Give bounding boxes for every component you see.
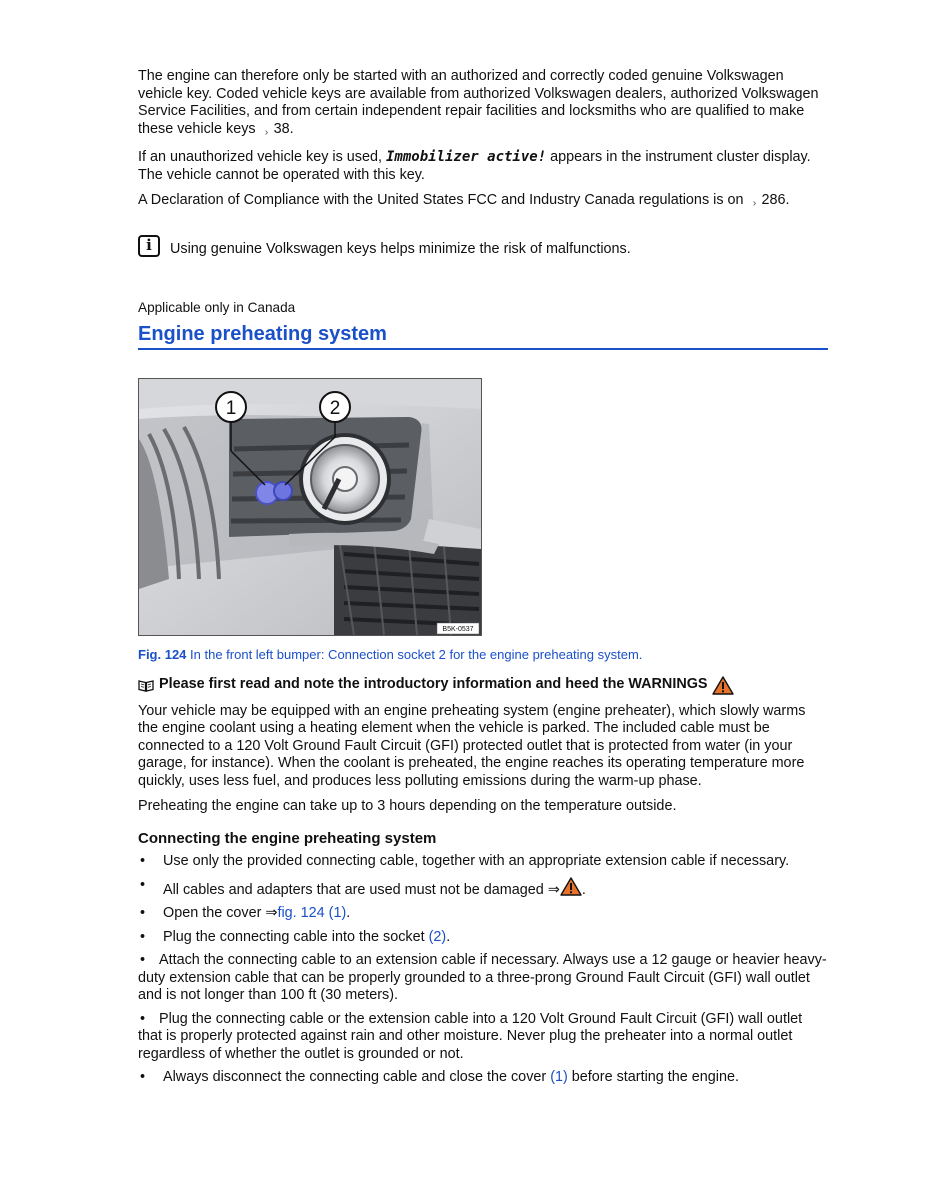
bullet-marker: • (140, 928, 146, 945)
subsection-title: Connecting the engine preheating system (138, 829, 437, 847)
list-item-text (163, 905, 350, 923)
warning-heading (138, 676, 828, 695)
page-reference[interactable]: 38. (273, 120, 294, 137)
figure-link[interactable]: fig. 124 (1) (277, 905, 347, 921)
manual-page (138, 68, 828, 1093)
list-item (138, 905, 828, 923)
list-item-text-end: . (581, 881, 586, 898)
list-item-text-part: Open the cover (163, 905, 266, 921)
info-icon (138, 235, 160, 257)
figure-caption-label: Fig. 124 (138, 647, 187, 662)
applicability-label: Applicable only in Canada (138, 299, 296, 315)
intro-paragraph-2 (138, 149, 828, 184)
list-item (138, 853, 828, 871)
list-item-text (163, 877, 586, 900)
list-item (138, 929, 828, 947)
warning-heading-text: Please first read and note the introductory information and heed the WARNINGS (159, 676, 708, 693)
xref-marker: › (264, 126, 269, 138)
intro-text-2a: If an unauthorized vehicle key is used, (138, 149, 386, 165)
list-item-text-part: All cables and adapters that are used must not be damaged (163, 881, 548, 898)
callout-1-label: 1 (225, 398, 237, 419)
info-icon-glyph: i (146, 236, 152, 254)
body-paragraph-2: Preheating the engine can take up to 3 hours depending on the temperature outside. (138, 798, 677, 814)
page-reference[interactable]: 286. (761, 192, 790, 208)
intro-text-3: A Declaration of Compliance with the United States FCC and Industry Canada regulations is on (138, 192, 744, 208)
callout-link[interactable]: (2) (428, 928, 447, 945)
arrow-icon: ⇒ (547, 881, 560, 898)
book-icon (138, 679, 154, 692)
figure-caption-text: In the front left bumper: Connection socket 2 for the engine preheating system. (186, 647, 643, 662)
bumper-illustration (139, 379, 481, 635)
list-item-text-part: Always disconnect the connecting cable and close the cover (163, 1069, 551, 1085)
note-text: Using genuine Volkswagen keys helps minimize the risk of malfunctions. (170, 241, 631, 257)
list-item-text: Attach the connecting cable to an extension cable if necessary. Always use a 12 gauge or heavier heavy-duty extension cable that can be properly grounded to a three-prong Ground Fault Circuit (GFI) wall outlet and is not longer than 100 ft (30 meters). (138, 952, 827, 1003)
list-item (138, 1069, 828, 1087)
intro-text-2b: appears in the instrument cluster display. The vehicle cannot be operated with this key. (138, 149, 811, 183)
list-item (138, 1011, 828, 1064)
list-item-text-part: Plug the connecting cable into the socket (163, 928, 429, 945)
arrow-icon: ⇒ (265, 905, 278, 921)
xref-marker: › (752, 198, 757, 209)
warning-triangle-icon[interactable] (712, 676, 734, 695)
list-item-text (163, 929, 450, 947)
list-item-text-end: . (346, 905, 351, 921)
intro-paragraph-1 (138, 68, 828, 141)
bullet-marker: • (140, 876, 146, 893)
warning-triangle-icon[interactable] (560, 877, 582, 896)
intro-text-1: The engine can therefore only be started with an authorized and correctly coded genuine Volkswagen vehicle key. Coded vehicle keys are available from authorized Volkswagen dealers, authorized Volkswagen Service Facilities, and from certain independent repair facilities and locksmiths who are qualified to make these vehicle keys (138, 68, 819, 137)
list-item (138, 952, 828, 1005)
bullet-marker: • (140, 853, 146, 869)
figure-caption (138, 646, 828, 664)
figure-bumper-illustration (138, 378, 482, 636)
section-title: Engine preheating system (138, 321, 828, 350)
figure-code: B5K-0537 (442, 626, 474, 633)
note-box (138, 235, 828, 259)
bullet-marker: • (140, 952, 146, 968)
callout-link[interactable]: (1) (550, 1069, 568, 1085)
list-item-text-end: . (446, 928, 451, 945)
list-item-text: Plug the connecting cable or the extension cable into a 120 Volt Ground Fault Circuit (GFI) wall outlet that is properly protected against rain and other moisture. Never plug the preheater into a normal outlet regardless of whether the outlet is grounded or not. (138, 1010, 803, 1062)
display-message: Immobilizer active! (386, 149, 547, 165)
list-item (138, 877, 828, 900)
callout-2-label: 2 (329, 398, 341, 419)
intro-paragraph-3 (138, 192, 828, 213)
bullet-marker: • (140, 1010, 146, 1027)
bullet-marker: • (140, 905, 146, 921)
list-item-text-end: before starting the engine. (567, 1069, 739, 1085)
list-item-text: Use only the provided connecting cable, together with an appropriate extension cable if necessary. (163, 853, 790, 869)
body-paragraph-1: Your vehicle may be equipped with an engine preheating system (engine preheater), which slowly warms the engine coolant using a heating element when the vehicle is parked. The included cable must be connected to a 120 Volt Ground Fault Circuit (GFI) protected outlet that is protected from water (in your garage, for instance). When the coolant is preheated, the engine reaches its operating temperature more quickly, uses less fuel, and produces less polluting emissions during the warm-up phase. (138, 702, 806, 789)
list-item-text (163, 1069, 739, 1087)
bullet-marker: • (140, 1069, 146, 1085)
